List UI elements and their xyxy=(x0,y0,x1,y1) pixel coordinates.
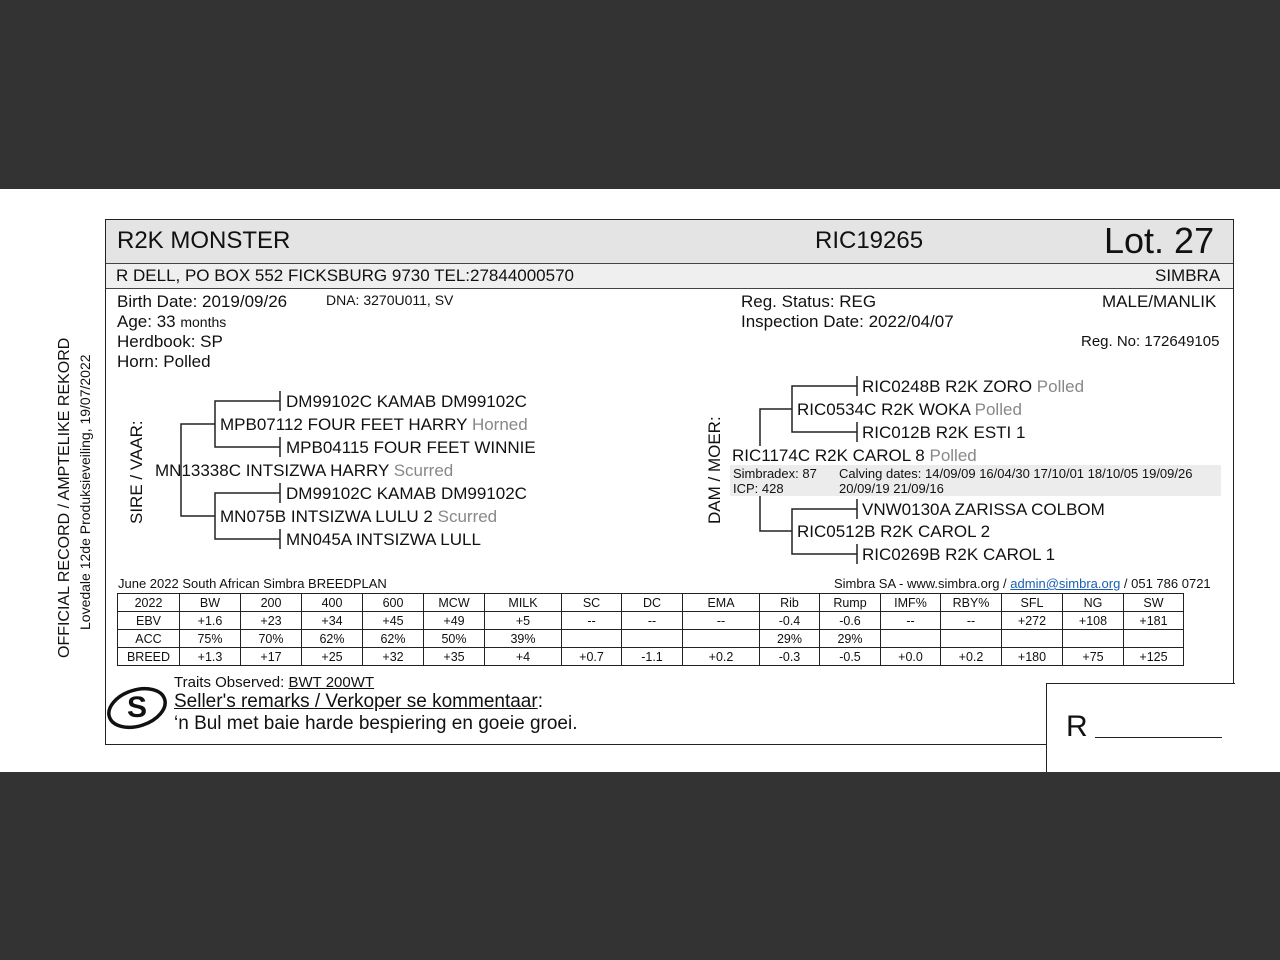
ebv-cell: MCW xyxy=(424,594,485,612)
ebv-cell: ACC xyxy=(118,630,180,648)
ebv-cell: +1.6 xyxy=(180,612,241,630)
dam: RIC1174C R2K CAROL 8 Polled xyxy=(732,446,977,465)
ebv-cell: Rump xyxy=(820,594,881,612)
ebv-cell: +34 xyxy=(302,612,363,630)
ebv-cell: RBY% xyxy=(941,594,1002,612)
ebv-cell: SFL xyxy=(1002,594,1063,612)
ebv-cell: SC xyxy=(562,594,622,612)
calving-dates: Calving dates: 14/09/09 16/04/30 17/10/01 18/10/05 19/09/26 xyxy=(839,466,1193,481)
ebv-cell: +25 xyxy=(302,648,363,666)
ebv-cell: -0.4 xyxy=(760,612,820,630)
dam-sire-sire: RIC0248B R2K ZORO Polled xyxy=(862,377,1085,396)
dna-info: DNA: 3270U011, SV xyxy=(326,292,454,308)
ebv-cell: 600 xyxy=(363,594,424,612)
birth-date: Birth Date: 2019/09/26 xyxy=(117,292,288,311)
ebv-cell: BREED xyxy=(118,648,180,666)
ebv-cell: +75 xyxy=(1063,648,1124,666)
dam-dam: RIC0512B R2K CAROL 2 xyxy=(797,522,991,541)
sex: MALE/MANLIK xyxy=(1102,292,1217,311)
ebv-cell: NG xyxy=(1063,594,1124,612)
ebv-cell: -- xyxy=(562,612,622,630)
dam-sire: RIC0534C R2K WOKA Polled xyxy=(797,400,1022,419)
ebv-cell: +45 xyxy=(363,612,424,630)
ebv-cell: Rib xyxy=(760,594,820,612)
ebv-cell: +0.0 xyxy=(881,648,941,666)
remarks-title: Seller's remarks / Verkoper se kommentaar: xyxy=(174,691,543,712)
ebv-cell: +35 xyxy=(424,648,485,666)
ebv-cell: IMF% xyxy=(881,594,941,612)
ebv-row xyxy=(118,648,1184,666)
ebv-cell xyxy=(941,630,1002,648)
icp: ICP: 428 xyxy=(733,481,784,496)
sire-dam-sire: DM99102C KAMAB DM99102C xyxy=(286,484,527,503)
ebv-cell: DC xyxy=(622,594,683,612)
ebv-cell: 75% xyxy=(180,630,241,648)
ebv-cell: +4 xyxy=(485,648,562,666)
owner-address: R DELL, PO BOX 552 FICKSBURG 9730 TEL:27844000570 xyxy=(116,266,575,285)
ebv-cell: -- xyxy=(941,612,1002,630)
dam-dam-dam: RIC0269B R2K CAROL 1 xyxy=(862,545,1056,564)
ebv-cell: -- xyxy=(881,612,941,630)
inspection-date: Inspection Date: 2022/04/07 xyxy=(741,312,954,331)
sire-dam: MN075B INTSIZWA LULU 2 Scurred xyxy=(220,507,498,526)
ebv-cell xyxy=(683,630,760,648)
price-line[interactable] xyxy=(1095,737,1222,738)
ebv-cell: MILK xyxy=(485,594,562,612)
ebv-cell xyxy=(1124,630,1184,648)
ebv-cell: -0.5 xyxy=(820,648,881,666)
ebv-cell: +180 xyxy=(1002,648,1063,666)
ebv-cell: +181 xyxy=(1124,612,1184,630)
remarks-text: ‘n Bul met baie harde bespiering en goeie groei. xyxy=(174,713,578,734)
sire-label: SIRE / VAAR: xyxy=(127,420,146,524)
ebv-cell: +5 xyxy=(485,612,562,630)
ebv-cell: -- xyxy=(622,612,683,630)
ebv-cell: +272 xyxy=(1002,612,1063,630)
age: Age: 33 months xyxy=(117,312,227,331)
ebv-cell: 29% xyxy=(820,630,881,648)
ebv-cell: 400 xyxy=(302,594,363,612)
calving-dates-cont: 20/09/19 21/09/16 xyxy=(839,481,944,496)
dam-sire-dam: RIC012B R2K ESTI 1 xyxy=(862,423,1026,442)
breed-label: SIMBRA xyxy=(1155,266,1221,285)
ebv-cell: 50% xyxy=(424,630,485,648)
logo-letter: S xyxy=(126,691,148,724)
sire: MN13338C INTSIZWA HARRY Scurred xyxy=(155,461,454,480)
traits-observed: Traits Observed: BWT 200WT xyxy=(174,674,375,691)
lot-number: Lot. 27 xyxy=(1104,220,1215,261)
animal-name: R2K MONSTER xyxy=(117,227,291,254)
ebv-cell: -- xyxy=(683,612,760,630)
email-link[interactable]: admin@simbra.org xyxy=(1010,576,1121,591)
herdbook: Herdbook: SP xyxy=(117,332,223,351)
ebv-cell xyxy=(1002,630,1063,648)
ebv-cell xyxy=(562,630,622,648)
breedplan-source: June 2022 South African Simbra BREEDPLAN xyxy=(118,576,387,591)
reg-status: Reg. Status: REG xyxy=(741,292,877,311)
sire-sire: MPB07112 FOUR FEET HARRY Horned xyxy=(220,415,528,434)
ebv-cell: -0.3 xyxy=(760,648,820,666)
ebv-cell: 62% xyxy=(363,630,424,648)
ebv-cell: +1.3 xyxy=(180,648,241,666)
ebv-header-row xyxy=(118,594,1184,612)
ebv-cell: BW xyxy=(180,594,241,612)
official-record-label: OFFICIAL RECORD / AMPTELIKE REKORD xyxy=(56,337,73,658)
registration-code: RIC19265 xyxy=(815,227,924,254)
dam-label: DAM / MOER: xyxy=(705,416,724,524)
simbra-logo xyxy=(106,684,168,732)
sire-dam-dam: MN045A INTSIZWA LULL xyxy=(286,530,481,549)
ebv-cell: 70% xyxy=(241,630,302,648)
price-prefix: R xyxy=(1066,710,1088,743)
ebv-cell: -1.1 xyxy=(622,648,683,666)
ebv-cell: +32 xyxy=(363,648,424,666)
ebv-row xyxy=(118,630,1184,648)
simbradex: Simbradex: 87 xyxy=(733,466,817,481)
ebv-cell: +0.7 xyxy=(562,648,622,666)
horn-status: Horn: Polled xyxy=(117,352,211,371)
ebv-cell: 39% xyxy=(485,630,562,648)
ebv-cell: +108 xyxy=(1063,612,1124,630)
sire-sire-dam: MPB04115 FOUR FEET WINNIE xyxy=(286,438,536,457)
ebv-cell: SW xyxy=(1124,594,1184,612)
ebv-cell: +125 xyxy=(1124,648,1184,666)
ebv-cell: +49 xyxy=(424,612,485,630)
breedplan-contact: Simbra SA - www.simbra.org / admin@simbra.org / 051 786 0721 xyxy=(834,576,1211,591)
ebv-cell: +17 xyxy=(241,648,302,666)
ebv-cell xyxy=(622,630,683,648)
ebv-row xyxy=(118,612,1184,630)
ebv-cell: +0.2 xyxy=(941,648,1002,666)
ebv-cell xyxy=(1063,630,1124,648)
ebv-cell: 200 xyxy=(241,594,302,612)
ebv-cell: 2022 xyxy=(118,594,180,612)
ebv-cell: 29% xyxy=(760,630,820,648)
ebv-cell: -0.6 xyxy=(820,612,881,630)
ebv-cell xyxy=(881,630,941,648)
sire-sire-sire: DM99102C KAMAB DM99102C xyxy=(286,392,527,411)
dam-dam-sire: VNW0130A ZARISSA COLBOM xyxy=(862,500,1105,519)
ebv-table xyxy=(117,593,1184,666)
ebv-cell: EBV xyxy=(118,612,180,630)
ebv-cell: +0.2 xyxy=(683,648,760,666)
ebv-cell: EMA xyxy=(683,594,760,612)
ebv-cell: 62% xyxy=(302,630,363,648)
auction-info-label: Lovedale 12de Produksieveiling, 19/07/2022 xyxy=(77,354,93,630)
ebv-cell: +23 xyxy=(241,612,302,630)
registration-number: Reg. No: 172649105 xyxy=(1081,333,1220,350)
